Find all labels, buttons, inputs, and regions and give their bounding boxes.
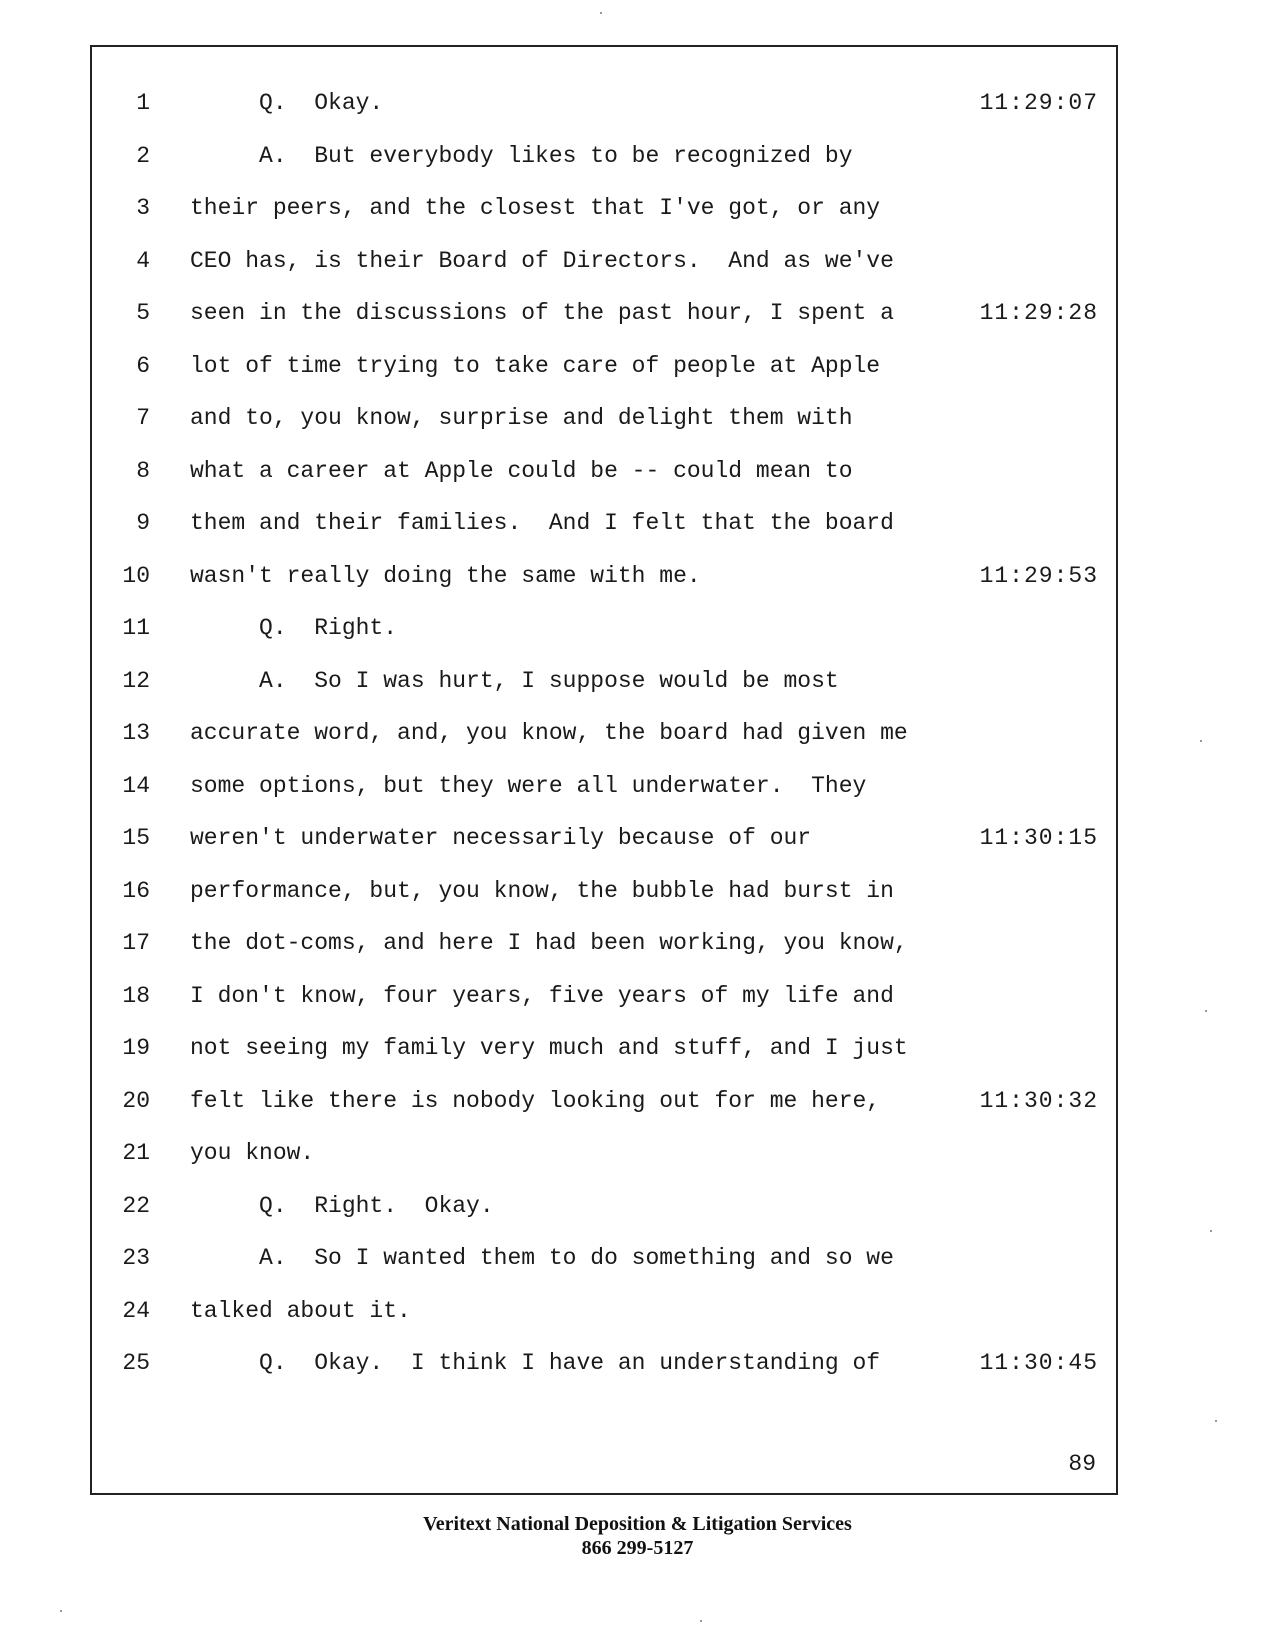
line-number: 16 [122,877,150,904]
line-number: 6 [136,352,150,379]
transcript-line [92,83,1116,123]
transcript-line [92,1133,1116,1173]
line-number: 2 [136,142,150,169]
transcript-line [92,503,1116,543]
footer-phone: 866 299-5127 [581,1537,694,1559]
scan-speck [1210,1230,1212,1232]
scan-speck [1200,740,1202,742]
line-text: Q. Okay. I think I have an understanding of [190,1350,881,1376]
line-text: Q. Right. Okay. [190,1192,494,1219]
line-number: 13 [122,720,150,746]
transcript-line [92,871,1116,911]
transcript-line [92,1028,1116,1068]
line-timestamp: 11:30:15 [979,825,1098,851]
scan-speck [700,1620,702,1622]
line-number: 20 [122,1087,150,1114]
line-number: 8 [136,457,150,484]
line-text: what a career at Apple could be -- could mean to [190,457,853,484]
line-text: A. So I was hurt, I suppose would be most [190,667,839,694]
line-number: 15 [122,825,150,851]
transcript-line [92,1291,1116,1331]
transcript-line [92,241,1116,281]
line-number: 17 [122,930,150,956]
transcript-line [92,1186,1116,1226]
transcript-line [92,398,1116,438]
line-number: 3 [136,195,150,221]
footer-company: Veritext National Deposition & Litigation Services [423,1513,852,1535]
line-text: accurate word, and, you know, the board had given me [190,720,908,746]
line-text: Q. Okay. [190,90,384,116]
transcript-line [92,976,1116,1016]
line-timestamp: 11:29:28 [979,300,1098,326]
line-number: 24 [122,1297,150,1324]
line-text: felt like there is nobody looking out for me here, [190,1087,881,1114]
transcript-line [92,713,1116,753]
transcript-line [92,661,1116,701]
line-number: 18 [122,982,150,1009]
scan-speck [1215,1420,1217,1422]
line-number: 19 [122,1035,150,1061]
line-text: CEO has, is their Board of Directors. And as we've [190,247,894,274]
transcript-line [92,346,1116,386]
line-text: their peers, and the closest that I've got, or any [190,195,881,221]
line-text: not seeing my family very much and stuff, and I just [190,1035,908,1061]
line-text: talked about it. [190,1297,411,1324]
transcript-line [92,1238,1116,1278]
line-number: 10 [122,562,150,589]
transcript-line [92,293,1116,333]
line-number: 5 [136,300,150,326]
line-text: you know. [190,1140,315,1166]
line-text: and to, you know, surprise and delight them with [190,405,853,431]
line-timestamp: 11:29:53 [979,562,1098,589]
transcript-line [92,556,1116,596]
line-number: 14 [122,772,150,799]
line-number: 7 [136,405,150,431]
line-text: them and their families. And I felt that the board [190,510,894,536]
transcript-line [92,923,1116,963]
page-number: 89 [1068,1451,1096,1477]
line-timestamp: 11:29:07 [979,90,1098,116]
line-number: 23 [122,1245,150,1271]
transcript-line [92,1081,1116,1121]
transcript-line [92,608,1116,648]
line-timestamp: 11:30:45 [979,1350,1098,1376]
line-number: 21 [122,1140,150,1166]
line-text: A. But everybody likes to be recognized by [190,142,853,169]
line-text: I don't know, four years, five years of my life and [190,982,894,1009]
line-text: seen in the discussions of the past hour, I spent a [190,300,894,326]
transcript-line [92,766,1116,806]
transcript-line [92,188,1116,228]
transcript-line [92,818,1116,858]
line-number: 12 [122,667,150,694]
scan-speck [60,1610,62,1612]
line-number: 22 [122,1192,150,1219]
line-text: A. So I wanted them to do something and so we [190,1245,894,1271]
line-number: 9 [136,510,150,536]
line-text: Q. Right. [190,615,398,641]
transcript-line [92,1343,1116,1383]
line-text: some options, but they were all underwater. They [190,772,867,799]
transcript-page [90,45,1118,1495]
line-text: lot of time trying to take care of people at Apple [190,352,881,379]
transcript-line [92,136,1116,176]
line-text: the dot-coms, and here I had been working, you know, [190,930,908,956]
line-number: 11 [122,615,150,641]
line-number: 25 [122,1350,150,1376]
line-number: 4 [136,247,150,274]
line-text: performance, but, you know, the bubble had burst in [190,877,894,904]
transcript-line [92,451,1116,491]
line-text: weren't underwater necessarily because of our [190,825,812,851]
scan-speck [600,12,602,14]
line-timestamp: 11:30:32 [979,1087,1098,1114]
scan-speck [1205,1010,1207,1012]
line-number: 1 [136,90,150,116]
footer [0,1512,1275,1560]
line-text: wasn't really doing the same with me. [190,562,701,589]
